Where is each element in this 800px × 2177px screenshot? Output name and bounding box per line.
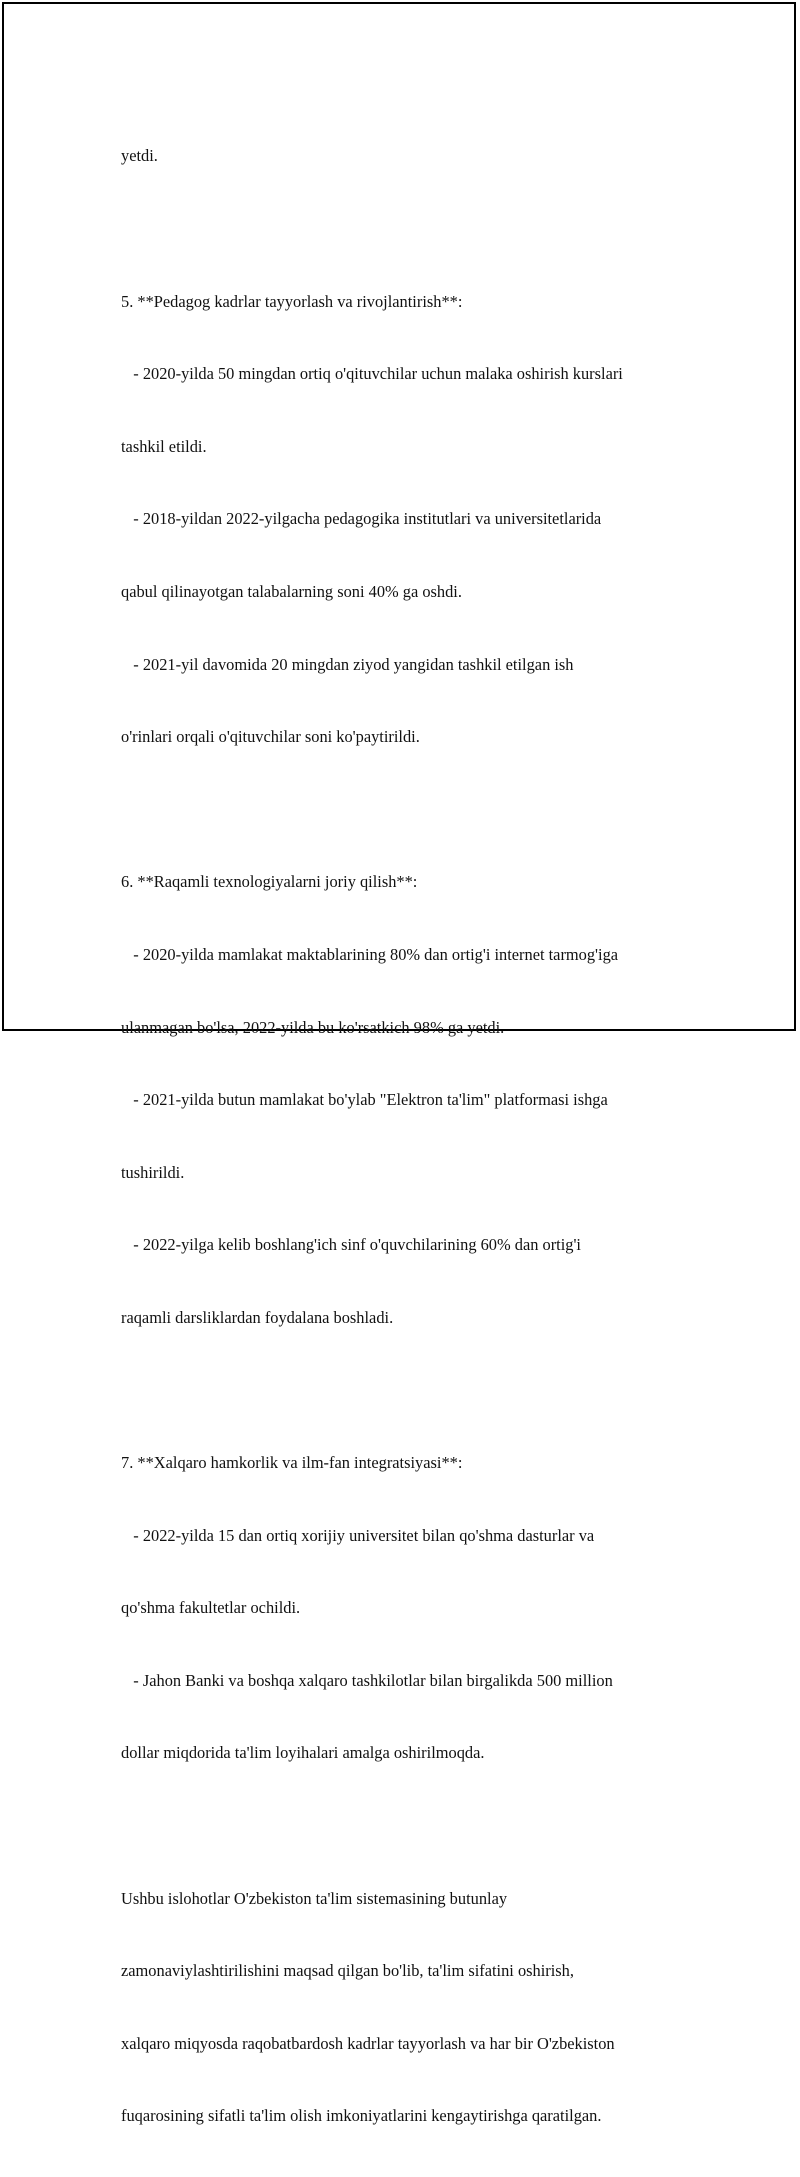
text-line: - Jahon Banki va boshqa xalqaro tashkilotlar bilan birgalikda 500 million [121, 1670, 613, 1690]
text-line: - 2022-yilda 15 dan ortiq xorijiy universitet bilan qo'shma dasturlar va [121, 1525, 595, 1545]
text-line: tashkil etildi. [121, 436, 207, 456]
conclusion-line: Ushbu islohotlar O'zbekiston ta'lim sistemasining butunlay [121, 1888, 508, 1908]
conclusion-line: zamonaviylashtirilishini maqsad qilgan bo'lib, ta'lim sifatini oshirish, [121, 1961, 574, 1981]
text-line: - 2020-yilda mamlakat maktablarining 80% dan ortig'i internet tarmog'iga [121, 944, 619, 964]
text-line: - 2022-yilga kelib boshlang'ich sinf o'quvchilarining 60% dan ortig'i [121, 1235, 581, 1255]
text-line: raqamli darsliklardan foydalana boshladi. [121, 1307, 394, 1327]
text-line: yetdi. [121, 146, 158, 166]
section-heading: 5. **Pedagog kadrlar tayyorlash va rivojlantirish**: [121, 291, 463, 311]
text-line: o'rinlari orqali o'qituvchilar soni ko'paytirildi. [121, 727, 420, 747]
text-line: - 2021-yil davomida 20 mingdan ziyod yangidan tashkil etilgan ish [121, 654, 574, 674]
text-line: qo'shma fakultetlar ochildi. [121, 1598, 301, 1618]
text-line: tushirildi. [121, 1162, 185, 1182]
text-line: ulanmagan bo'lsa, 2022-yilda bu ko'rsatkich 98% ga yetdi. [121, 1017, 505, 1037]
text-line: - 2021-yilda butun mamlakat bo'ylab "Elektron ta'lim" platformasi ishga [121, 1090, 608, 1110]
text-line: - 2018-yildan 2022-yilgacha pedagogika institutlari va universitetlarida [121, 509, 602, 529]
document-body [121, 96, 691, 2177]
text-line: - 2020-yilda 50 mingdan ortiq o'qituvchilar uchun malaka oshirish kurslari [121, 364, 623, 384]
conclusion-line: xalqaro miqyosda raqobatbardosh kadrlar tayyorlash va har bir O'zbekiston [121, 2033, 615, 2053]
blank-line [121, 217, 691, 241]
conclusion-line: fuqarosining sifatli ta'lim olish imkoniyatlarini kengaytirishga qaratilgan. [121, 2106, 602, 2126]
text-line: qabul qilinayotgan talabalarning soni 40% ga oshdi. [121, 581, 462, 601]
text-line: dollar miqdorida ta'lim loyihalari amalga oshirilmoqda. [121, 1743, 485, 1763]
blank-line [121, 1379, 691, 1403]
section-heading: 7. **Xalqaro hamkorlik va ilm-fan integratsiyasi**: [121, 1453, 463, 1473]
blank-line [121, 798, 691, 822]
section-heading: 6. **Raqamli texnologiyalarni joriy qilish**: [121, 872, 418, 892]
page-frame [2, 2, 796, 2126]
blank-line [121, 1814, 691, 1838]
